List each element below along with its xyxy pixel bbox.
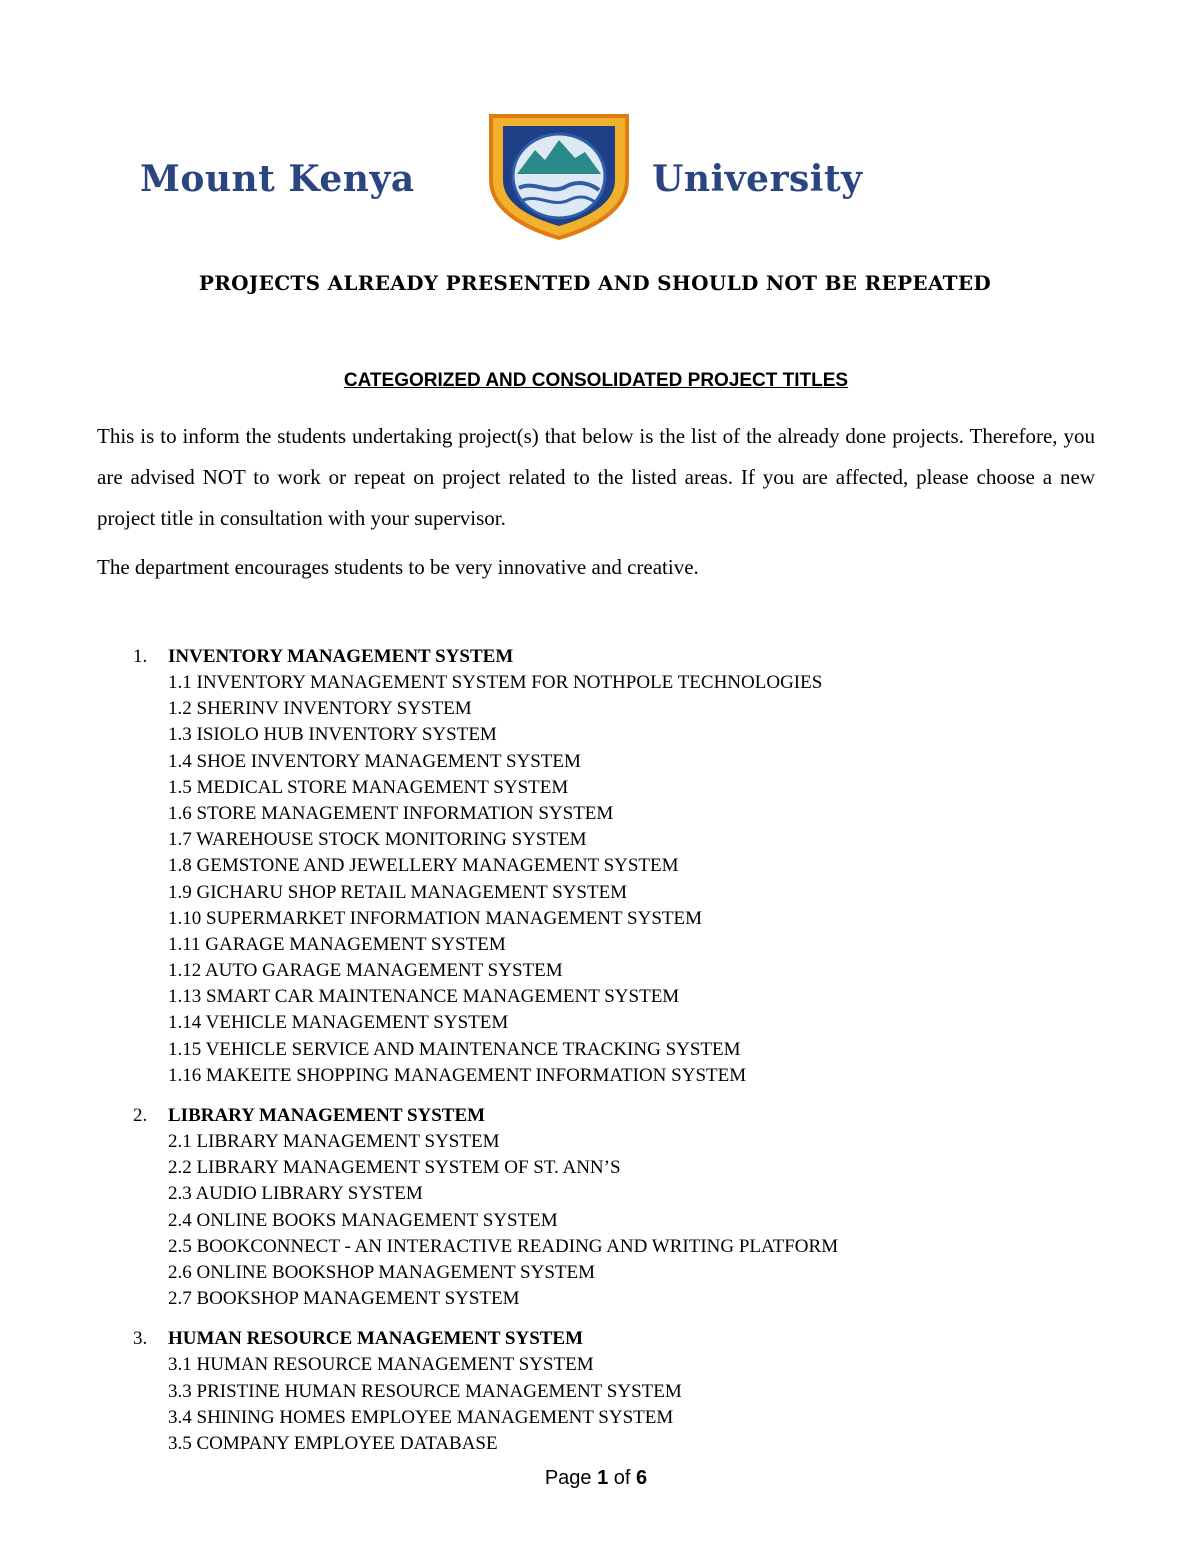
list-item: 1.2 SHERINV INVENTORY SYSTEM [168,698,472,720]
intro-text: This is to inform the students undertaking project(s) that below is the list of the already done projects. Therefore, you are advised NOT to work or repeat on project related to the listed areas. If you are affected, please choose a new project title in consultation with your supervisor. [97,424,1095,530]
list-item: 1.15 VEHICLE SERVICE AND MAINTENANCE TRACKING SYSTEM [168,1038,741,1060]
encourage-paragraph: The department encourages students to be very innovative and creative. [97,555,699,579]
list-item: 2.1 LIBRARY MANAGEMENT SYSTEM [168,1131,500,1152]
list-item: 1.4 SHOE INVENTORY MANAGEMENT SYSTEM [168,750,581,772]
category-block [0,1326,1200,1457]
category-title: LIBRARY MANAGEMENT SYSTEM [168,1105,486,1126]
list-item: 1.12 AUTO GARAGE MANAGEMENT SYSTEM [168,960,563,982]
list-item: 3.4 SHINING HOMES EMPLOYEE MANAGEMENT SYSTEM [168,1406,674,1428]
category-number: 1. [133,646,148,667]
list-item: 1.13 SMART CAR MAINTENANCE MANAGEMENT SYSTEM [168,986,680,1008]
list-item: 3.5 COMPANY EMPLOYEE DATABASE [168,1432,498,1454]
logo-text-right: University [652,158,863,200]
category-heading [0,1103,1200,1129]
category-number: 3. [133,1328,148,1350]
list-item: 1.11 GARAGE MANAGEMENT SYSTEM [168,933,506,955]
list-item: 1.16 MAKEITE SHOPPING MANAGEMENT INFORMATION SYSTEM [168,1064,747,1086]
page-footer [0,1467,1192,1490]
list-item: 2.7 BOOKSHOP MANAGEMENT SYSTEM [168,1288,520,1310]
intro-paragraph [97,416,1095,539]
university-logo [130,110,910,242]
footer-middle: of [608,1467,637,1489]
list-item: 2.4 ONLINE BOOKS MANAGEMENT SYSTEM [168,1209,558,1231]
list-item: 3.3 PRISTINE HUMAN RESOURCE MANAGEMENT SYSTEM [168,1380,682,1402]
category-heading [0,644,1200,670]
list-item: 2.2 LIBRARY MANAGEMENT SYSTEM OF ST. ANN’S [168,1157,621,1179]
list-item: 1.8 GEMSTONE AND JEWELLERY MANAGEMENT SYSTEM [168,855,679,877]
list-item: 2.3 AUDIO LIBRARY SYSTEM [168,1183,423,1205]
list-item: 1.3 ISIOLO HUB INVENTORY SYSTEM [168,724,497,746]
category-title: INVENTORY MANAGEMENT SYSTEM [168,646,514,667]
list-item: 1.1 INVENTORY MANAGEMENT SYSTEM FOR NOTHPOLE TECHNOLOGIES [168,672,823,693]
footer-prefix: Page [544,1467,598,1489]
list-item: 1.9 GICHARU SHOP RETAIL MANAGEMENT SYSTEM [168,881,628,903]
list-item: 1.10 SUPERMARKET INFORMATION MANAGEMENT SYSTEM [168,907,702,929]
list-item: 3.1 HUMAN RESOURCE MANAGEMENT SYSTEM [168,1354,594,1376]
list-item: 2.5 BOOKCONNECT - AN INTERACTIVE READING AND WRITING PLATFORM [168,1235,839,1257]
list-item: 1.5 MEDICAL STORE MANAGEMENT SYSTEM [168,776,569,798]
list-item: 1.7 WAREHOUSE STOCK MONITORING SYSTEM [168,829,587,851]
page-title: PROJECTS ALREADY PRESENTED AND SHOULD NOT BE REPEATED [198,271,992,295]
logo-text-left: Mount Kenya [140,158,415,200]
list-item: 1.6 STORE MANAGEMENT INFORMATION SYSTEM [168,802,614,824]
category-title: HUMAN RESOURCE MANAGEMENT SYSTEM [168,1328,584,1350]
list-item: 1.14 VEHICLE MANAGEMENT SYSTEM [168,1012,509,1034]
category-heading [0,1326,1200,1352]
category-number: 2. [133,1105,148,1126]
section-subtitle: CATEGORIZED AND CONSOLIDATED PROJECT TITLES [343,370,849,391]
page-current: 1 [597,1467,609,1489]
category-block [0,1103,1200,1312]
page-total: 6 [636,1467,648,1489]
list-item: 2.6 ONLINE BOOKSHOP MANAGEMENT SYSTEM [168,1261,595,1283]
category-block [0,644,1200,1089]
university-crest-icon [483,110,635,240]
project-list [0,644,1200,1471]
